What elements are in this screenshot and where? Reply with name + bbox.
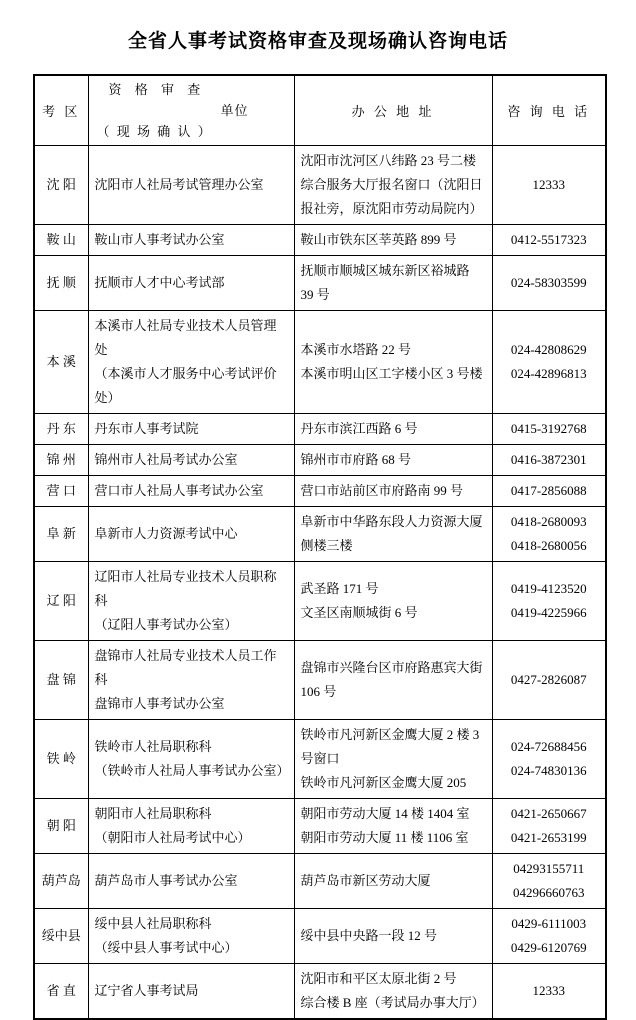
page-title: 全省人事考试资格审查及现场确认咨询电话 [127,31,508,52]
table-row [34,641,606,720]
unit-line: 阜新市人力资源考试中心 [94,526,238,541]
region-cell: 省 直 [34,964,88,1020]
unit-line: 锦州市人社局考试办公室 [94,452,238,467]
address-line: 铁岭市凡河新区金鹰大厦 205 [300,775,467,790]
region-cell: 本 溪 [34,311,88,414]
address-line: 综合楼 B 座（考试局办事大厅） [300,995,485,1010]
phone-line: 0418-2680093 [510,514,587,529]
address-cell [294,641,492,720]
phone-cell [492,476,606,507]
table-row [34,854,606,909]
unit-line: 丹东市人事考试院 [94,421,199,436]
unit-line: 本溪市人社局专业技术人员管理处 [94,318,277,357]
table-row [34,720,606,799]
phone-cell [492,445,606,476]
phone-line: 12333 [532,177,565,192]
address-cell [294,964,492,1020]
address-line: 朝阳市劳动大厦 11 楼 1106 室 [300,830,469,845]
phone-line: 0412-5517323 [510,232,587,247]
region-cell: 阜 新 [34,507,88,562]
phone-cell [492,799,606,854]
address-cell [294,414,492,445]
phone-cell [492,146,606,225]
unit-cell [88,909,294,964]
region-cell: 葫芦岛 [34,854,88,909]
region-cell: 抚 顺 [34,256,88,311]
address-cell [294,225,492,256]
unit-line: （辽阳人事考试办公室） [94,617,238,632]
address-line: 营口市站前区市府路南 99 号 [300,483,464,498]
region-cell: 绥中县 [34,909,88,964]
region-cell: 营 口 [34,476,88,507]
table-row [34,909,606,964]
address-cell [294,476,492,507]
header-unit [88,75,294,146]
table-header-row [34,75,606,146]
address-line: 铁岭市凡河新区金鹰大厦 2 楼 3 号窗口 [300,727,480,766]
table-row [34,445,606,476]
unit-cell [88,445,294,476]
phone-line: 0419-4225966 [510,605,587,620]
address-line: 沈阳市沈河区八纬路 23 号二楼综合服务大厅报名窗口（沈阳日报社旁，原沈阳市劳动局院内） [300,153,483,216]
unit-cell [88,964,294,1020]
phone-line: 024-72688456 [510,739,587,754]
phone-line: 0427-2826087 [510,672,587,687]
phone-line: 024-42808629 [510,342,587,357]
unit-cell [88,854,294,909]
region-cell: 盘 锦 [34,641,88,720]
table-row [34,146,606,225]
unit-line: （朝阳市人社局考试中心） [94,830,251,845]
region-cell: 鞍 山 [34,225,88,256]
unit-line: 铁岭市人社局职称科 [94,739,212,754]
unit-line: 葫芦岛市人事考试办公室 [94,873,238,888]
address-cell [294,909,492,964]
table-row [34,562,606,641]
phone-line: 0429-6120769 [510,940,587,955]
phone-line: 0417-2856088 [510,483,587,498]
phone-cell [492,964,606,1020]
header-unit-line2: 单位 [220,103,249,118]
table-row [34,311,606,414]
unit-line: （本溪市人才服务中心考试评价处） [94,366,277,405]
address-cell [294,256,492,311]
phone-line: 024-74830136 [510,763,587,778]
address-line: 鞍山市铁东区莘英路 899 号 [300,232,457,247]
phone-cell [492,414,606,445]
region-cell: 丹 东 [34,414,88,445]
address-line: 本溪市明山区工字楼小区 3 号楼 [300,366,483,381]
table-row [34,964,606,1020]
address-cell [294,146,492,225]
phone-line: 0421-2650667 [510,806,587,821]
address-line: 锦州市市府路 68 号 [300,452,412,467]
phone-cell [492,311,606,414]
phone-line: 0421-2653199 [510,830,587,845]
header-unit-line1: 资 格 审 查 [108,82,206,97]
unit-cell [88,799,294,854]
phone-cell [492,720,606,799]
address-line: 绥中县中央路一段 12 号 [300,928,438,943]
address-line: 葫芦岛市新区劳动大厦 [300,873,431,888]
unit-line: 绥中县人社局职称科 [94,916,212,931]
unit-line: （铁岭市人社局人事考试办公室） [94,763,290,778]
unit-cell [88,562,294,641]
unit-cell [88,414,294,445]
phone-cell [492,507,606,562]
unit-cell [88,507,294,562]
unit-line: 抚顺市人才中心考试部 [94,275,225,290]
phone-line: 024-42896813 [510,366,587,381]
address-line: 朝阳市劳动大厦 14 楼 1404 室 [300,806,470,821]
address-line: 沈阳市和平区太原北街 2 号 [300,971,457,986]
phone-line: 04293155711 [513,861,585,876]
unit-cell [88,720,294,799]
unit-line: 盘锦市人社局专业技术人员工作科 [94,648,277,687]
address-line: 抚顺市顺城区城东新区裕城路 39 号 [300,263,470,302]
phone-line: 0416-3872301 [510,452,587,467]
phone-line: 0419-4123520 [510,581,587,596]
address-cell [294,799,492,854]
phone-cell [492,225,606,256]
unit-line: 盘锦市人事考试办公室 [94,696,225,711]
unit-line: 朝阳市人社局职称科 [94,806,212,821]
phone-cell [492,854,606,909]
table-row [34,225,606,256]
table-body [34,146,606,1020]
unit-line: 辽宁省人事考试局 [94,983,199,998]
address-cell [294,311,492,414]
unit-cell [88,641,294,720]
phone-line: 0429-6111003 [511,916,587,931]
contact-phone-table [33,74,607,1020]
address-line: 武圣路 171 号 [300,581,379,596]
unit-line: 沈阳市人社局考试管理办公室 [94,177,264,192]
address-cell [294,562,492,641]
table-row [34,799,606,854]
table-row [34,476,606,507]
phone-line: 04296660763 [513,885,585,900]
header-phone: 咨 询 电 话 [492,75,606,146]
address-line: 本溪市水塔路 22 号 [300,342,412,357]
header-address: 办 公 地 址 [294,75,492,146]
table-row [34,507,606,562]
region-cell: 朝 阳 [34,799,88,854]
table-row [34,256,606,311]
phone-line: 0418-2680056 [510,538,587,553]
phone-cell [492,641,606,720]
phone-line: 024-58303599 [510,275,587,290]
unit-cell [88,256,294,311]
unit-cell [88,311,294,414]
header-region: 考 区 [34,75,88,146]
unit-cell [88,146,294,225]
unit-cell [88,476,294,507]
address-cell [294,720,492,799]
address-line: 文圣区南顺城街 6 号 [300,605,418,620]
phone-line: 12333 [532,983,565,998]
unit-line: 辽阳市人社局专业技术人员职称科 [94,569,277,608]
address-cell [294,854,492,909]
address-line: 丹东市滨江西路 6 号 [300,421,418,436]
address-line: 盘锦市兴隆台区市府路惠宾大街 106 号 [300,660,483,699]
header-unit-line3: （ 现 场 确 认 ） [96,124,213,139]
unit-line: 鞍山市人事考试办公室 [94,232,225,247]
region-cell: 辽 阳 [34,562,88,641]
address-line: 阜新市中华路东段人力资源大厦侧楼三楼 [300,514,483,553]
region-cell: 铁 岭 [34,720,88,799]
unit-line: 营口市人社局人事考试办公室 [94,483,264,498]
phone-cell [492,256,606,311]
address-cell [294,445,492,476]
region-cell: 沈 阳 [34,146,88,225]
phone-cell [492,562,606,641]
phone-cell [492,909,606,964]
phone-line: 0415-3192768 [510,421,587,436]
address-cell [294,507,492,562]
table-row [34,414,606,445]
unit-line: （绥中县人事考试中心） [94,940,238,955]
region-cell: 锦 州 [34,445,88,476]
unit-cell [88,225,294,256]
